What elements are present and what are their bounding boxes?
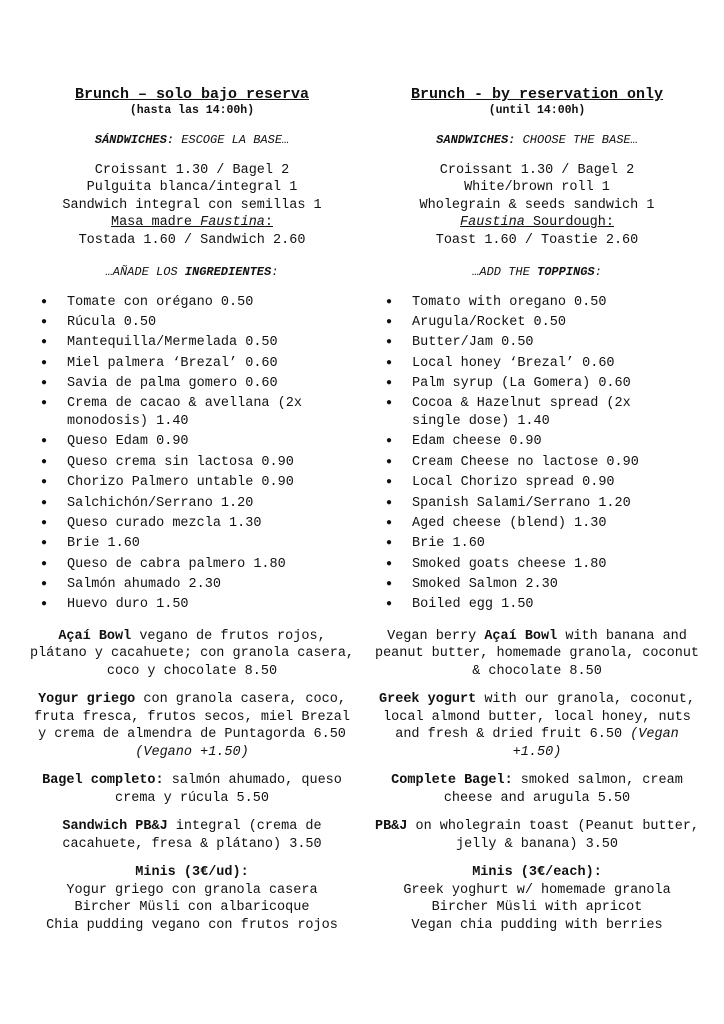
minis-item: Vegan chia pudding with berries xyxy=(411,917,663,933)
acai-bowl-item: Açaí Bowl vegano de frutos rojos, plátano y cacahuete; con granola casera, coco y chocolate 8.50 xyxy=(29,628,355,679)
minis-heading: Minis (3€/ud): xyxy=(135,865,249,881)
topping-item: ● Queso curado mezcla 1.30 xyxy=(67,515,357,533)
topping-item: ● Huevo duro 1.50 xyxy=(67,596,357,614)
topping-item: ● Salchichón/Serrano 1.20 xyxy=(67,495,357,513)
topping-item: ● Queso de cabra palmero 1.80 xyxy=(67,556,357,574)
topping-item: ● Savia de palma gomero 0.60 xyxy=(67,375,357,393)
base-line: Sandwich integral con semillas 1 xyxy=(62,197,322,213)
topping-item: ● Queso crema sin lactosa 0.90 xyxy=(67,454,357,472)
topping-item: ● Cocoa & Hazelnut spread (2x single dose) 1.40 xyxy=(412,395,702,430)
minis-item: Yogur griego con granola casera xyxy=(66,882,318,898)
topping-item: ● Edam cheese 0.90 xyxy=(412,433,702,451)
sourdough-label: Faustina Sourdough: xyxy=(460,215,614,230)
pbj-item: Sandwich PB&J integral (crema de cacahuete, fresa & plátano) 3.50 xyxy=(62,819,322,852)
toppings-list xyxy=(372,294,702,614)
topping-item: ● Smoked goats cheese 1.80 xyxy=(412,556,702,574)
sourdough-prices: Tostada 1.60 / Sandwich 2.60 xyxy=(78,232,306,248)
minis-item: Bircher Müsli with apricot xyxy=(431,900,643,916)
sandwiches-heading xyxy=(27,132,357,150)
topping-item: ● Miel palmera ‘Brezal’ 0.60 xyxy=(67,355,357,373)
topping-item: ● Spanish Salami/Serrano 1.20 xyxy=(412,495,702,513)
sandwiches-heading xyxy=(372,132,702,150)
sourdough-label: Masa madre Faustina: xyxy=(110,215,274,230)
menu-title: Brunch – solo bajo reserva xyxy=(74,86,310,103)
acai-bowl-item: Vegan berry Açaí Bowl with banana and peanut butter, homemade granola, coconut & chocolate 8.50 xyxy=(374,628,700,679)
sandwiches-heading-rest: ESCOGE LA BASE… xyxy=(174,133,290,147)
topping-item: ● Salmón ahumado 2.30 xyxy=(67,576,357,594)
menu-subtitle: (hasta las 14:00h) xyxy=(129,104,255,117)
base-line: White/brown roll 1 xyxy=(464,180,610,195)
topping-item: ● Cream Cheese no lactose 0.90 xyxy=(412,454,702,472)
toppings-list xyxy=(27,294,357,614)
sandwiches-heading-rest: CHOOSE THE BASE… xyxy=(515,133,638,147)
topping-item: ● Smoked Salmon 2.30 xyxy=(412,576,702,594)
minis-list xyxy=(27,882,357,935)
minis-list xyxy=(372,882,702,935)
topping-item: ● Mantequilla/Mermelada 0.50 xyxy=(67,334,357,352)
base-line: Wholegrain & seeds sandwich 1 xyxy=(419,197,655,213)
minis-item: Greek yoghurt w/ homemade granola xyxy=(403,882,671,898)
minis-item: Chia pudding vegano con frutos rojos xyxy=(46,917,338,933)
base-line: Croissant 1.30 / Bagel 2 xyxy=(94,162,290,178)
sourdough-prices: Toast 1.60 / Toastie 2.60 xyxy=(435,232,639,248)
base-line: Croissant 1.30 / Bagel 2 xyxy=(439,162,635,178)
base-options xyxy=(372,162,702,250)
menu-title: Brunch - by reservation only xyxy=(410,86,664,103)
topping-item: ● Chorizo Palmero untable 0.90 xyxy=(67,474,357,492)
topping-item: ● Brie 1.60 xyxy=(412,535,702,553)
topping-item: ● Palm syrup (La Gomera) 0.60 xyxy=(412,375,702,393)
topping-item: ● Arugula/Rocket 0.50 xyxy=(412,314,702,332)
topping-item: ● Brie 1.60 xyxy=(67,535,357,553)
yogurt-item: Yogur griego con granola casera, coco, fruta fresca, frutos secos, miel Brezal y crema de almendra de Puntagorda 6.50 (Vegano +1.50) xyxy=(34,692,350,760)
pbj-item: PB&J on wholegrain toast (Peanut butter, jelly & banana) 3.50 xyxy=(374,819,700,852)
base-line: Pulguita blanca/integral 1 xyxy=(86,180,298,195)
menu-column-english xyxy=(372,86,702,934)
topping-item: ● Crema de cacao & avellana (2x monodosis) 1.40 xyxy=(67,395,357,430)
topping-item: ● Rúcula 0.50 xyxy=(67,314,357,332)
ingredients-heading: …AÑADE LOS INGREDIENTES: xyxy=(105,265,279,279)
menu-subtitle: (until 14:00h) xyxy=(488,104,586,117)
toppings-heading: …ADD THE TOPPINGS: xyxy=(472,265,602,279)
yogurt-item: Greek yogurt with our granola, coconut, local almond butter, local honey, nuts and fresh & dried fruit 6.50 (Vegan +1.50) xyxy=(379,692,695,760)
bagel-item: Complete Bagel: smoked salmon, cream cheese and arugula 5.50 xyxy=(391,773,683,806)
minis-heading: Minis (3€/each): xyxy=(472,865,602,881)
topping-item: ● Queso Edam 0.90 xyxy=(67,433,357,451)
topping-item: ● Tomate con orégano 0.50 xyxy=(67,294,357,312)
sandwiches-heading-bold: SANDWICHES: xyxy=(436,133,516,147)
sandwiches-heading-bold: SÁNDWICHES: xyxy=(94,133,174,147)
topping-item: ● Tomato with oregano 0.50 xyxy=(412,294,702,312)
topping-item: ● Local honey ‘Brezal’ 0.60 xyxy=(412,355,702,373)
base-options xyxy=(27,162,357,250)
topping-item: ● Local Chorizo spread 0.90 xyxy=(412,474,702,492)
minis-item: Bircher Müsli con albaricoque xyxy=(74,900,310,916)
topping-item: ● Butter/Jam 0.50 xyxy=(412,334,702,352)
bagel-item: Bagel completo: salmón ahumado, queso crema y rúcula 5.50 xyxy=(42,773,342,806)
topping-item: ● Boiled egg 1.50 xyxy=(412,596,702,614)
topping-item: ● Aged cheese (blend) 1.30 xyxy=(412,515,702,533)
menu-column-spanish xyxy=(27,86,357,934)
